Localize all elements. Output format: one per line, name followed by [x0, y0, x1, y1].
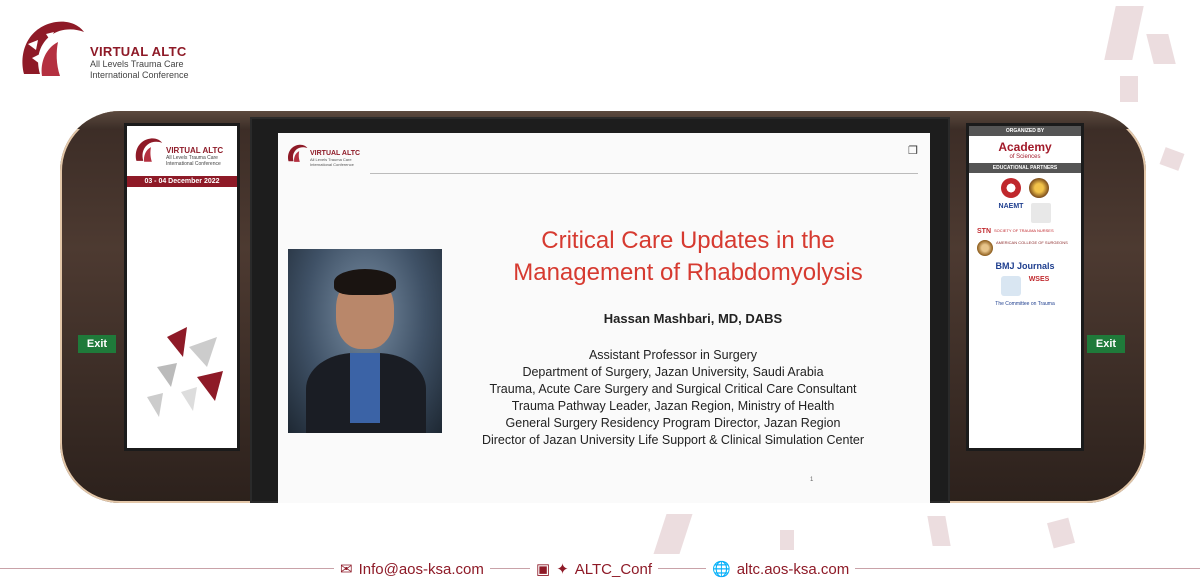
partner-stn-full: SOCIETY OF TRAUMA NURSES: [994, 228, 1054, 233]
decor-shard: [780, 530, 794, 550]
logo-title: VIRTUAL ALTC: [90, 44, 187, 59]
slide-title-line-2: Management of Rhabdomyolysis: [513, 259, 863, 286]
conference-logo: [16, 14, 189, 88]
academy-sub: of Sciences: [1009, 154, 1041, 160]
academy-name: Academy: [998, 140, 1052, 154]
footer-bar: [0, 558, 1200, 580]
presentation-slide: [278, 133, 930, 503]
decor-shard: [1146, 34, 1175, 64]
slide-logo-sub-1: All Levels Trauma Care: [310, 157, 352, 162]
banner-decor-icon: [127, 187, 237, 427]
footer-social[interactable]: [530, 558, 658, 580]
slide-page-number: 1: [810, 477, 814, 483]
banner-subtitle-1: All Levels Trauma Care: [166, 155, 218, 161]
social-handle: ALTC_Conf: [574, 560, 653, 578]
decor-shard: [1120, 76, 1138, 102]
partner-bmj: BMJ Journals: [995, 261, 1055, 271]
decor-shard: [1047, 518, 1075, 549]
partner-wses: WSES: [1028, 276, 1050, 283]
partner-acs: AMERICAN COLLEGE OF SURGEONS: [996, 240, 1068, 245]
partner-seal-icon: [1029, 178, 1049, 198]
twitter-icon: ✦: [556, 561, 569, 578]
caduceus-icon: [1031, 203, 1051, 223]
left-banner: [124, 123, 240, 451]
globe-icon: 🌐: [712, 561, 731, 578]
website-text: altc.aos-ksa.com: [736, 560, 850, 578]
banner-subtitle-2: International Conference: [166, 161, 221, 167]
slide-divider: [370, 173, 918, 174]
decor-shard: [1160, 147, 1185, 171]
exit-sign-left: Exit: [78, 335, 116, 353]
slide-logo-sub-2: International Conference: [310, 162, 354, 167]
slide-logo: [286, 141, 360, 167]
altc-emblem-icon: [16, 14, 86, 88]
partner-cot: The Committee on Trauma: [995, 301, 1055, 307]
event-date: 03 - 04 December 2022: [127, 176, 237, 187]
envelope-icon: ✉: [340, 561, 353, 578]
virtual-studio: [60, 111, 1146, 503]
banner-title: VIRTUAL ALTC: [166, 146, 224, 155]
footer-website[interactable]: [706, 558, 855, 580]
speaker-name: Hassan Mashbari, MD, DABS: [603, 311, 783, 326]
partner-naemt: NAEMT: [998, 203, 1024, 210]
logo-subtitle-2: International Conference: [90, 70, 189, 80]
hospital-logo-icon: [1001, 276, 1021, 296]
role-line: Trauma Pathway Leader, Jazan Region, Ministry of Health: [511, 399, 835, 413]
educational-partners-label: EDUCATIONAL PARTNERS: [969, 163, 1081, 173]
logo-subtitle-1: All Levels Trauma Care: [90, 59, 184, 69]
decor-shard: [654, 514, 693, 554]
acs-seal-icon: [977, 240, 993, 256]
role-line: Department of Surgery, Jazan University, Saudi Arabia: [522, 365, 824, 379]
instagram-icon: ▣: [536, 561, 551, 578]
slide-title-line-1: Critical Care Updates in the: [541, 227, 835, 254]
speaker-roles: [448, 347, 898, 449]
presentation-screen: [250, 117, 950, 503]
decor-shard: [927, 516, 950, 546]
partner-stn: STN: [977, 228, 991, 235]
right-banner: [966, 123, 1084, 451]
email-text: Info@aos-ksa.com: [358, 560, 484, 578]
role-line: General Surgery Residency Program Director, Jazan Region: [505, 416, 841, 430]
exit-sign-right: Exit: [1087, 335, 1125, 353]
red-crescent-icon: [1001, 178, 1021, 198]
role-line: Trauma, Acute Care Surgery and Surgical Critical Care Consultant: [489, 382, 857, 396]
slide-logo-title: VIRTUAL ALTC: [310, 150, 361, 157]
popout-window-icon[interactable]: ❐: [908, 145, 918, 157]
slide-title: [478, 225, 898, 289]
altc-emblem-icon: [133, 134, 163, 168]
organized-by-label: ORGANIZED BY: [969, 126, 1081, 136]
role-line: Assistant Professor in Surgery: [588, 348, 758, 362]
footer-email[interactable]: [334, 558, 490, 580]
decor-shard: [1104, 6, 1143, 60]
altc-emblem-icon: [286, 141, 308, 167]
role-line: Director of Jazan University Life Support & Clinical Simulation Center: [481, 433, 865, 447]
speaker-photo: [288, 249, 442, 433]
